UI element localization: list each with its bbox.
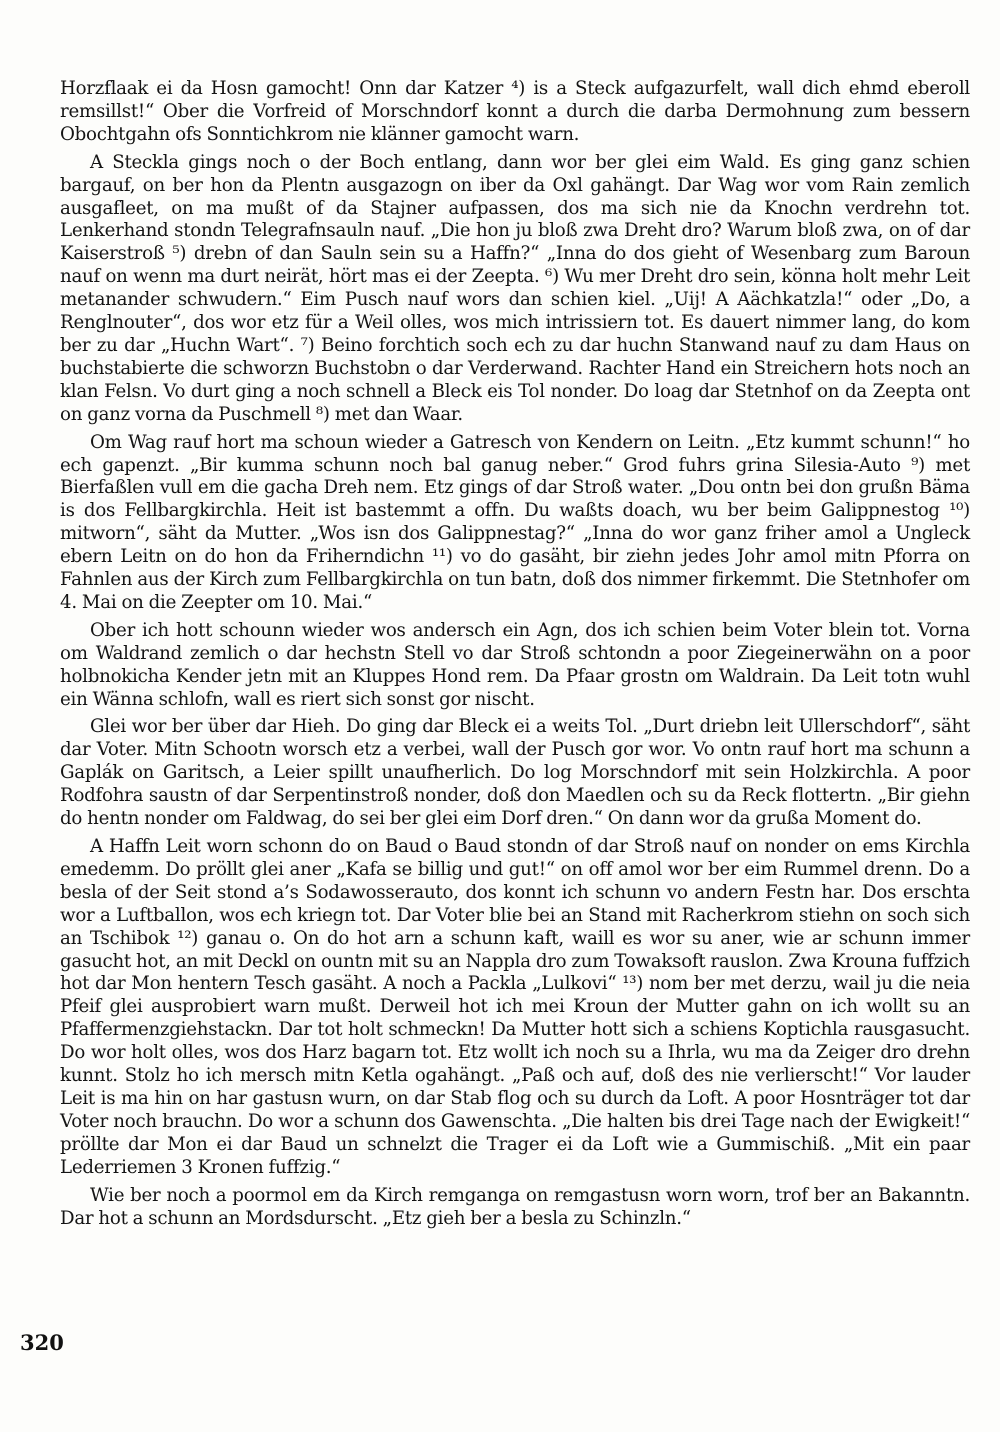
paragraph: A Steckla gings noch o der Boch entlang, dann wor ber glei eim Wald. Es ging ganz schien bargauf, on ber hon da Plentn ausgazogn on iber da Oxl gahängt. Dar Wag wor vom Rain zemlich ausgafleet, on ma mußt of da Stajner aufpassen, dos ma sich nie da Knochn verdrehn tot. Lenkerhand stondn Telegrafnsauln nauf. „Die hon ju bloß zwa Dreht dro? Warum bloß zwa, on of dar Kaiserstroß ⁵) drebn of dan Sauln sein su a Haffn?“ „Inna do dos gieht of Wesenbarg zum Baroun nauf on wenn ma durt neirät, hört mas ei der Zeepta. ⁶) Wu mer Dreht dro sein, könna holt mehr Leit metanander schwudern.“ Eim Pusch nauf wors dan schien kiel. „Uij! A Aächkatzla!“ oder „Do, a Renglnouter“, dos wor etz für a Weil olles, wos mich intrissiern tot. Es dauert nimmer lang, do kom ber zu dar „Huchn Wart“. ⁷) Beino forchtich soch ech zu dar huchn Stanwand nauf zu dam Haus on buchstabierte die schworzn Buchstobn o dar Verderwand. Rachter Hand ein Streichern hots noch an klan Felsn. Vo durt ging a noch schnell a Bleck eis Tol nonder. Do loag dar Stetnhof on da Zeepta ont on ganz vorna da Puschmell ⁸) met dan Waar. <box>60 151 970 425</box>
paragraph: A Haffn Leit worn schonn do on Baud o Baud stondn of dar Stroß nauf on nonder on ems Kirchla emedemm. Do pröllt glei aner „Kafa se billig und gut!“ on off amol wor ber eim Rummel drenn. Do a besla of der Seit stond a’s Sodawosserauto, dos konnt ich schunn vo andern Festn har. Dos erschta wor a Luftballon, wos ech kriegn tot. Dar Voter blie bei an Stand mit Racherkrom stiehn on soch sich an Tschibok ¹²) ganau o. On do hot arn a schunn kaft, waill es wor su aner, wie ar schunn immer gasucht hot, an mit Deckl on ountn mit su an Nappla dro zum Towaksoft rauslon. Zwa Krouna fuffzich hot dar Mon hentern Tesch gasäht. A noch a Packla „Lulkovi“ ¹³) nom ber met derzu, wail ju die neia Pfeif glei ausprobiert warn mußt. Derweil hot ich mei Kroun der Mutter gahn on ich wollt su an Pfaffermenzgiehstackn. Dar tot holt schmeckn! Da Mutter hott sich a schiens Koptichla rausgasucht. Do wor holt olles, wos dos Harz bagarn tot. Etz wollt ich noch su a Ihrla, wu ma da Zeiger dro drehn kunnt. Stolz ho ich mersch mitn Ketla ogahängt. „Paß och auf, doß des nie verlierscht!“ Vor lauder Leit is ma hin on har gastusn wurn, on dar Stab flog och su durch da Loft. A poor Hosnträger tot dar Voter noch brauchn. Do wor a schunn dos Gawenschta. „Die halten bis drei Tage nach der Ewigkeit!“ pröllte dar Mon ei dar Baud un schnelzt die Trager ei da Loft wie a Gummischiß. „Mit ein paar Lederriemen 3 Kronen fuffzig.“ <box>60 836 970 1178</box>
paragraph: Wie ber noch a poormol em da Kirch remganga on remgastusn worn worn, trof ber an Bakanntn. Dar hot a schunn an Mordsdurscht. „Etz gieh ber a besla zu Schinzln.“ <box>60 1184 970 1229</box>
paragraph: Ober ich hott schounn wieder wos andersch ein Agn, dos ich schien beim Voter blein tot. Vorna om Waldrand zemlich o dar hechstn Stell vo dar Stroß schtondn a poor Ziegeinerwähn on a poor holbnokicha Kender jetn mit an Kluppes Hond rem. Da Pfaar grostn om Waldrain. Da Leit totn wuhl ein Wänna schlofn, wall es riert sich sonst gor nischt. <box>60 619 970 710</box>
paragraph: Om Wag rauf hort ma schoun wieder a Gatresch von Kendern on Leitn. „Etz kummt schunn!“ ho ech gapenzt. „Bir kumma schunn noch bal ganug neber.“ Grod fuhrs grina Silesia-Auto ⁹) met Bierfaßlen vull em die gacha Dreh nem. Etz gings of dar Stroß water. „Dou ontn bei don grußn Bäma is dos Fellbargkirchla. Heit ist bastemmt a offn. Du waßts doach, wu ber beim Galippnestog ¹⁰) mitworn“, säht da Mutter. „Wos isn dos Galippnestag?“ „Inna do wor ganz friher amol a Ungleck ebern Leitn on do hon da Friherndichn ¹¹) vo do gasäht, bir ziehn jedes Johr amol mitn Pforra on Fahnlen aus der Kirch zum Fellbargkirchla on tun batn, doß dos nimmer firkemmt. Die Stetnhofer om 4. Mai on die Zeepter om 10. Mai.“ <box>60 431 970 613</box>
page-number: 320 <box>20 1330 64 1355</box>
paragraph: Horzflaak ei da Hosn gamocht! Onn dar Katzer ⁴) is a Steck aufgazurfelt, wall dich ehmd eberoll remsillst!“ Ober die Vorfreid of Morschndorf konnt a durch die darba Dermohnung zum bessern Obochtgahn ofs Sonntichkrom nie klänner gamocht warn. <box>60 78 970 145</box>
paragraph: Glei wor ber über dar Hieh. Do ging dar Bleck ei a weits Tol. „Durt driebn leit Ullerschdorf“, säht dar Voter. Mitn Schootn worsch etz a verbei, wall der Pusch gor wor. Vo ontn rauf hort ma schunn a Gaplák on Garitsch, a Leier spillt unaufherlich. Do log Morschndorf mit sein Holzkirchla. A poor Rodfohra saustn of dar Serpentinstroß nonder, doß don Maedlen och su da Reck flottertn. „Bir giehn do hentn nonder om Faldwag, do sei ber glei eim Dorf dren.“ On dann wor da grußa Moment do. <box>60 716 970 830</box>
body-text <box>60 78 970 1235</box>
